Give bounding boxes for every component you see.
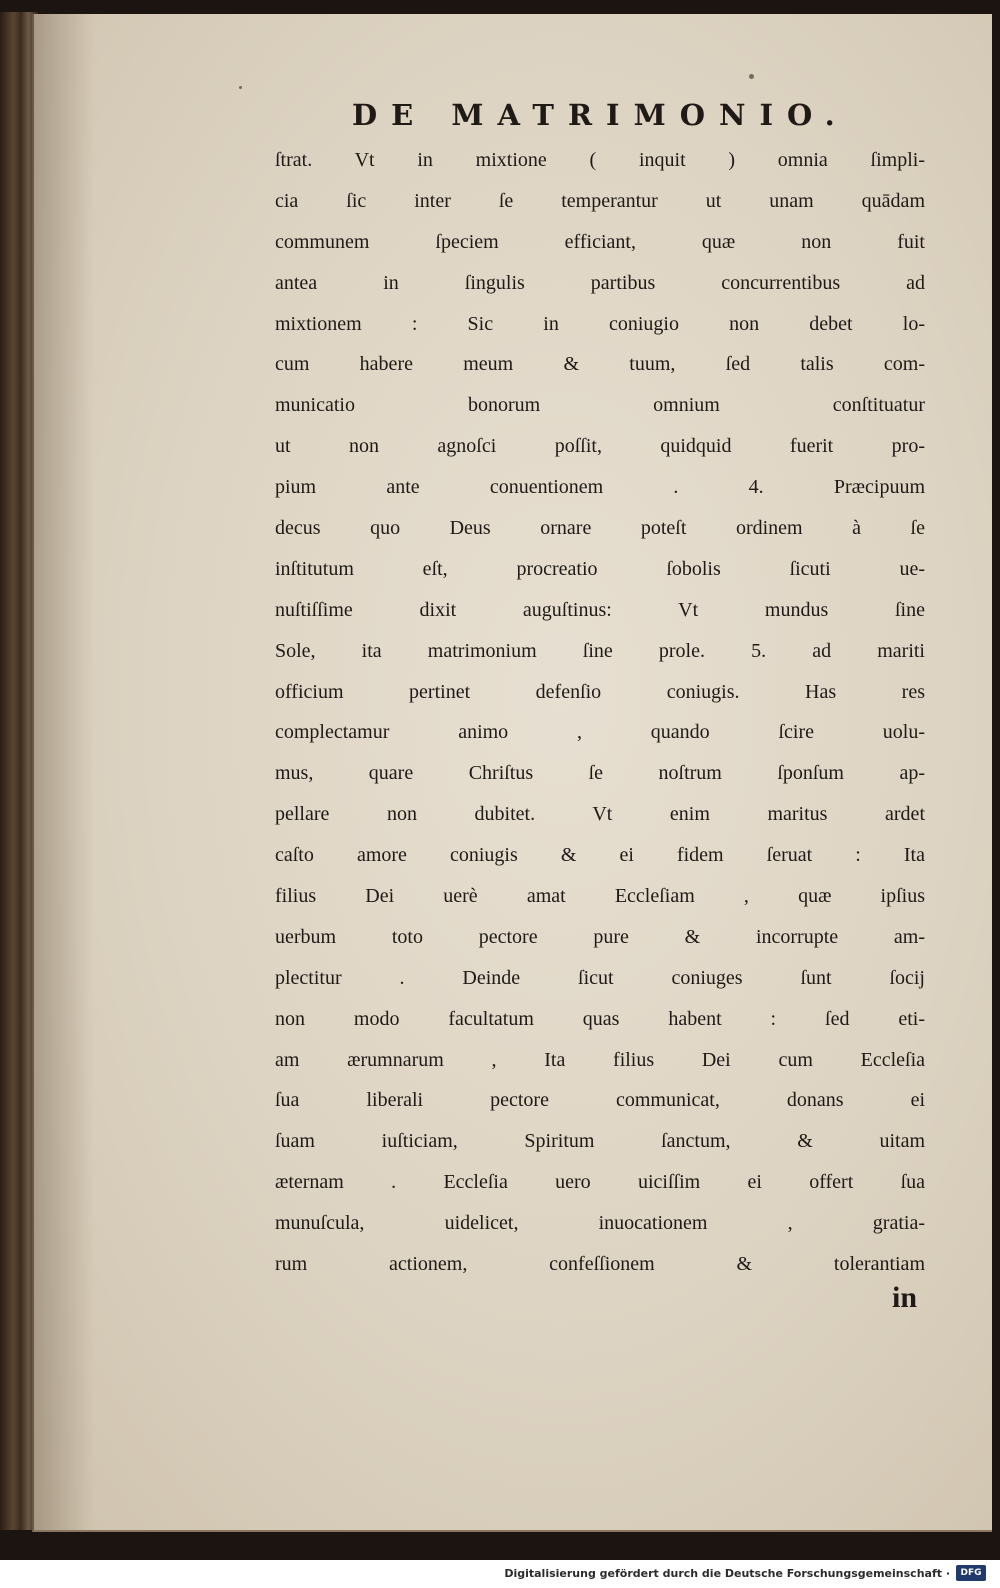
body-text xyxy=(275,140,925,1285)
text-line: ut non agnoſci poſſit, quidquid fuerit pro- xyxy=(275,435,925,458)
text-line: municatio bonorum omnium conſtituatur xyxy=(275,394,925,417)
text-line: pium ante conuentionem . 4. Præcipuum xyxy=(275,476,925,499)
text-line: antea in ſingulis partibus concurrentibus ad xyxy=(275,271,925,294)
text-line: æternam . Eccleſia uero uiciſſim ei offert ſua xyxy=(275,1171,925,1194)
text-line: Sole, ita matrimonium ſine prole. 5. ad mariti xyxy=(275,639,925,662)
dfg-logo-icon: DFG xyxy=(956,1565,986,1581)
footer-bar xyxy=(0,1560,1000,1588)
text-line: munuſcula, uidelicet, inuocationem , gratia- xyxy=(275,1212,925,1235)
text-line: communem ſpeciem efficiant, quæ non fuit xyxy=(275,230,925,253)
text-line: ſtrat. Vt in mixtione ( inquit ) omnia ſimpli- xyxy=(275,149,925,171)
text-line: am ærumnarum , Ita filius Dei cum Eccleſia xyxy=(275,1048,925,1071)
text-line: uerbum toto pectore pure & incorrupte am- xyxy=(275,925,925,948)
text-line: cum habere meum & tuum, ſed talis com- xyxy=(275,353,925,376)
text-line: nuſtiſſime dixit auguſtinus: Vt mundus ſine xyxy=(275,598,925,621)
ink-speck xyxy=(239,86,242,89)
text-line: officium pertinet defenſio coniugis. Has res xyxy=(275,680,925,703)
text-line: inſtitutum eſt, procreatio ſobolis ſicuti ue- xyxy=(275,557,925,580)
ink-speck xyxy=(749,74,754,79)
text-line: ſua liberali pectore communicat, donans ei xyxy=(275,1089,925,1112)
catchword: in xyxy=(892,1281,918,1314)
text-line: caſto amore coniugis & ei fidem ſeruat : Ita xyxy=(275,844,925,867)
text-line: plectitur . Deinde ſicut coniuges ſunt ſocij xyxy=(275,966,925,989)
text-line: mixtionem : Sic in coniugio non debet lo- xyxy=(275,312,925,335)
text-line: mus, quare Chriſtus ſe noſtrum ſponſum ap- xyxy=(275,762,925,785)
text-line: pellare non dubitet. Vt enim maritus ardet xyxy=(275,803,925,826)
text-line: non modo facultatum quas habent : ſed eti- xyxy=(275,1007,925,1030)
funding-credit: Digitalisierung gefördert durch die Deutsche Forschungsgemeinschaft · xyxy=(504,1567,950,1580)
text-line: ſuam iuſticiam, Spiritum ſanctum, & uitam xyxy=(275,1130,925,1153)
text-line: rum actionem, confeſſionem & tolerantiam xyxy=(275,1253,925,1276)
text-line: complectamur animo , quando ſcire uolu- xyxy=(275,721,925,744)
text-line: cia ſic inter ſe temperantur ut unam quādam xyxy=(275,189,925,212)
running-head: DE MATRIMONIO. xyxy=(352,98,849,132)
text-line: filius Dei uerè amat Eccleſiam , quæ ipſius xyxy=(275,885,925,908)
text-line: decus quo Deus ornare poteſt ordinem à ſe xyxy=(275,517,925,540)
